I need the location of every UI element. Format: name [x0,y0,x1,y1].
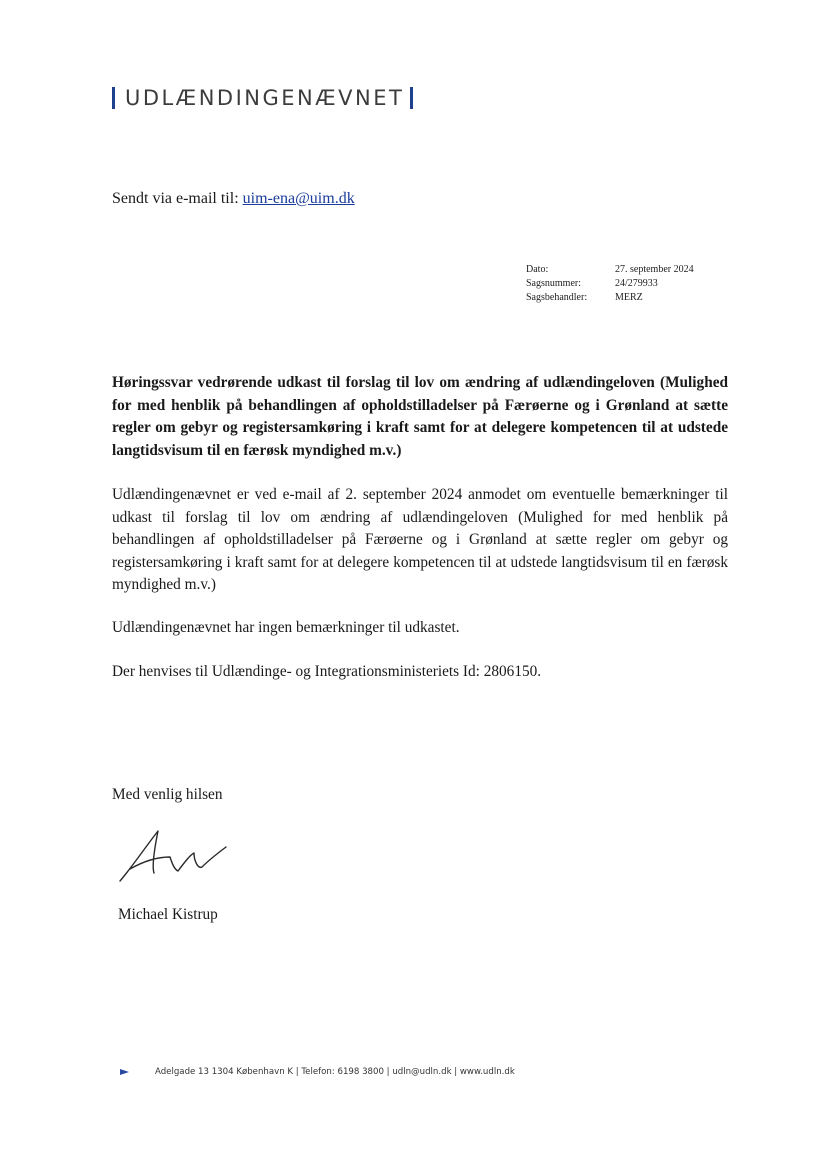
letter-paragraph: Udlændingenævnet har ingen bemærkninger til udkastet. [112,619,460,636]
logo-bar-left [112,87,115,109]
sent-label: Sendt via e-mail til: [112,190,239,207]
meta-label: Sagsnummer: [526,278,581,289]
logo-bar-right [410,87,413,109]
meta-value: 24/279933 [615,278,658,289]
signer-name: Michael Kistrup [118,906,218,923]
arrow-icon [120,1069,129,1075]
letter-paragraph: Der henvises til Udlændinge- og Integrationsministeriets Id: 2806150. [112,663,542,680]
meta-row-case-number [526,277,694,291]
letter-paragraph: Udlændingenævnet er ved e-mail af 2. september 2024 anmodet om eventuelle bemærkninger til udkast til forslag til lov om ændring af udlændingeloven (Mulighed for med henblik på behandlingen af opholdstilladelser på Færøerne og i Grønland at sætte regler om gebyr og registersamkøring i kraft samt for at delegere kompetencen til at udstede langtidsvisum til en færøsk myndighed m.v.) [112,486,728,593]
footer [120,1067,515,1077]
signature-drawing [114,823,234,888]
logo-text: UDLÆNDINGENÆVNET [125,86,405,110]
logo [112,84,413,112]
meta-value: 27. september 2024 [615,264,694,275]
meta-value: MERZ [615,292,643,303]
sent-line [112,190,355,208]
meta-row-date [526,263,694,277]
case-meta [526,263,694,305]
handwritten-signature [114,823,234,893]
recipient-email-link[interactable]: uim-ena@uim.dk [242,190,355,207]
meta-row-case-handler [526,291,694,305]
meta-label: Sagsbehandler: [526,292,588,303]
meta-label: Dato: [526,264,549,275]
footer-contact: Adelgade 13 1304 København K | Telefon: 6198 3800 | udln@udln.dk | www.udln.dk [155,1067,515,1077]
closing-greeting: Med venlig hilsen [112,786,223,803]
letter-heading: Høringssvar vedrørende udkast til forslag til lov om ændring af udlændingeloven (Mulighed for med henblik på behandlingen af opholdstilladelser på Færøerne og i Grønland at sætte regler om gebyr og registersamkøring i kraft samt for at delegere kompetencen til at udstede langtidsvisum til en færøsk myndighed m.v.) [112,374,728,459]
